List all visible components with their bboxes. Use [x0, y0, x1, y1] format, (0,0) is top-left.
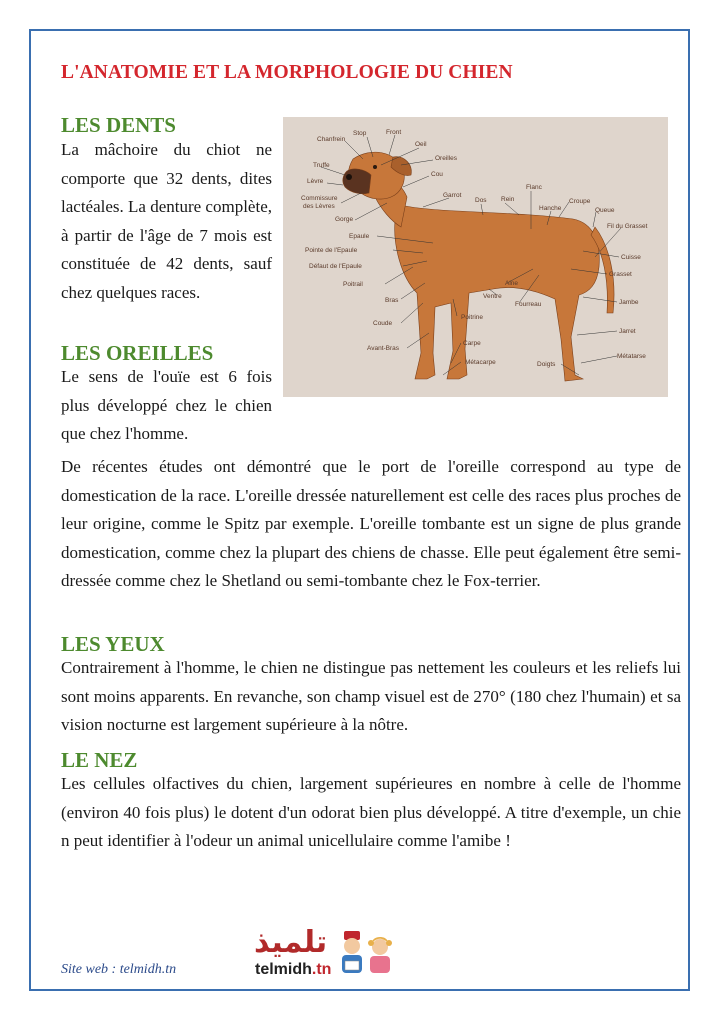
label-rein: Rein: [501, 196, 515, 203]
label-truffe: Truffe: [313, 162, 330, 169]
paragraph-dents: La mâchoire du chiot ne comporte que 32 dents, dites lactéales. La denture complète, à partir de l'âge de 7 mois est constituée de 42 dents, sauf chez quelques races.: [61, 140, 272, 302]
label-levre: Lèvre: [307, 178, 324, 185]
logo-latin-tld: .tn: [311, 961, 332, 978]
label-cou: Cou: [431, 171, 443, 178]
telmidh-logo: [250, 925, 400, 985]
label-jarret: Jarret: [619, 328, 636, 335]
paragraph-oreilles-short: Le sens de l'ouïe est 6 fois plus développé chez le chien que chez l'homme.: [61, 367, 272, 444]
label-commissure: Commissure: [301, 195, 338, 202]
label-croupe: Croupe: [569, 198, 591, 205]
paragraph-nez: Les cellules olfactives du chien, largement supérieures en nombre à celle de l'homme (environ 40 fois plus) le dotent d'un odorat bien plus développé. A titre d'exemple, un chie n peut identifier à l'odeur un animal unicellulaire comme l'amibe !: [61, 774, 681, 851]
label-bras: Bras: [385, 297, 399, 304]
label-fourreau: Fourreau: [515, 301, 542, 308]
label-doigts: Doigts: [537, 361, 556, 368]
page-title: L'ANATOMIE ET LA MORPHOLOGIE DU CHIEN: [61, 62, 513, 83]
label-metatarse: Métatarse: [617, 353, 646, 360]
heading-nez: LE NEZ: [61, 748, 138, 772]
label-carpe: Carpe: [463, 340, 481, 347]
dog-anatomy-figure: [283, 117, 668, 397]
label-gorge: Gorge: [335, 216, 354, 223]
label-grasset: Grasset: [609, 271, 632, 278]
label-poitrail: Poitrail: [343, 281, 363, 288]
label-hanche: Hanche: [539, 205, 562, 212]
label-avant-bras: Avant-Bras: [367, 345, 400, 352]
heading-yeux: LES YEUX: [61, 632, 165, 656]
label-jambe: Jambe: [619, 299, 639, 306]
label-metacarpe: Métacarpe: [465, 359, 496, 366]
label-stop: Stop: [353, 130, 367, 137]
label-oreilles: Oreilles: [435, 155, 458, 162]
heading-oreilles: LES OREILLES: [61, 341, 214, 365]
label-defaut-epaule: Défaut de l'Epaule: [309, 263, 362, 270]
label-fil-du-grasset: Fil du Grasset: [607, 223, 648, 230]
label-queue: Queue: [595, 207, 615, 214]
logo-latin-name: telmidh: [255, 961, 312, 978]
dog-anatomy-diagram: [283, 117, 668, 397]
logo-arabic-text: تلميذ: [254, 925, 328, 960]
heading-dents: LES DENTS: [61, 113, 176, 137]
label-front: Front: [386, 129, 402, 136]
label-coude: Coude: [373, 320, 393, 327]
paragraph-yeux: Contrairement à l'homme, le chien ne distingue pas nettement les couleurs et les reliefs lui sont moins apparents. En revanche, son champ visuel est de 270° (180 chez l'humain) et sa vision nocturne est largement supérieure à la nôtre.: [61, 658, 681, 735]
label-dos: Dos: [475, 197, 487, 204]
paragraph-oreilles-long: De récentes études ont démontré que le port de l'oreille correspond au type de domestication de la race. L'oreille dressée naturellement est celle des races plus proches de leur origine, comme le Spitz par exemple. L'oreille tombante est un signe de plus grande domestication, comme chez la plupart des chiens de chasse. Elle peut également être semi-dressée comme chez le Shetland ou semi-tombante chez le Fox-terrier.: [61, 457, 681, 591]
label-ventre: Ventre: [483, 293, 502, 300]
label-poitrine: Poitrine: [461, 314, 484, 321]
label-epaule: Epaule: [349, 233, 370, 240]
label-commissure-2: des Lèvres: [303, 203, 335, 210]
label-pointe-epaule: Pointe de l'Epaule: [305, 247, 358, 254]
footer-site-link[interactable]: Site web : telmidh.tn: [61, 962, 177, 977]
logo-kids-icon: [338, 929, 398, 977]
logo-latin-text: [255, 961, 331, 979]
label-garrot: Garrot: [443, 192, 462, 199]
label-aine: Aine: [505, 280, 519, 287]
label-chanfrein: Chanfrein: [317, 136, 346, 143]
label-flanc: Flanc: [526, 184, 542, 191]
label-cuisse: Cuisse: [621, 254, 641, 261]
label-oeil: Oeil: [415, 141, 427, 148]
